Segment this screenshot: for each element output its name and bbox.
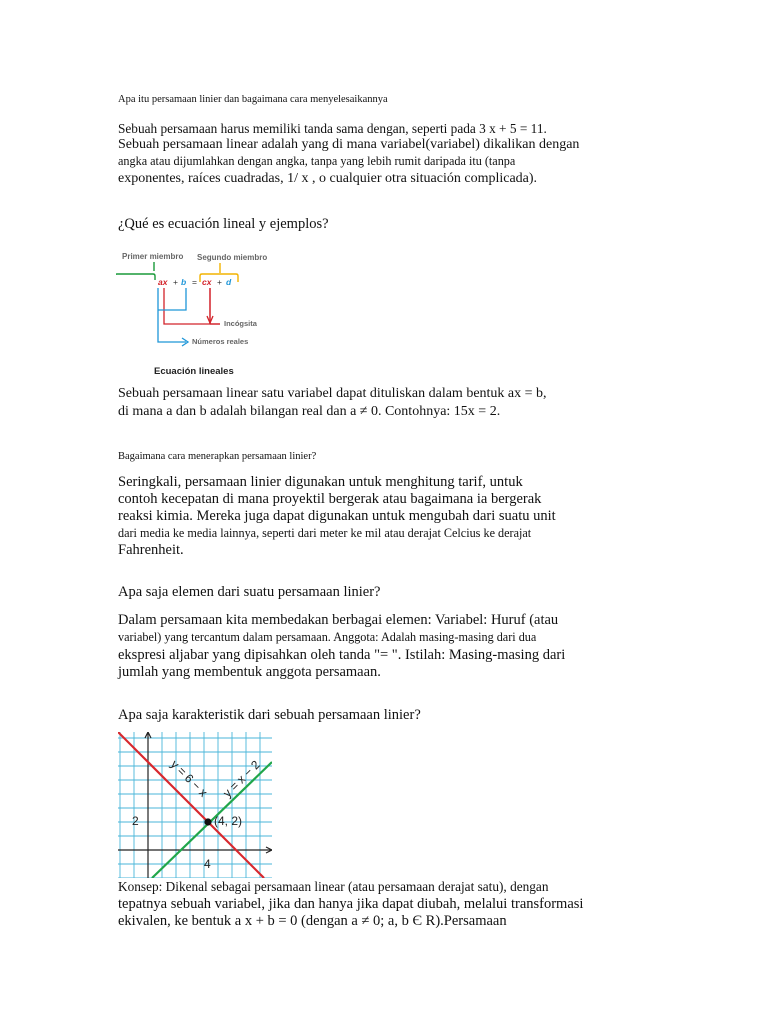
section-heading-ecuacion: ¿Qué es ecuación lineal y ejemplos? [118, 216, 329, 232]
section-heading-elemen: Apa saja elemen dari suatu persamaan linier? [118, 584, 381, 600]
line1-label: y = 6 − x [167, 757, 211, 800]
numeros-reales-label: Números reales [192, 337, 249, 346]
intersection-point [204, 818, 211, 825]
para2-line-1: Seringkali, persamaan linier digunakan untuk menghitung tarif, untuk [118, 474, 523, 490]
term-b: b [181, 277, 187, 287]
intro-line-1: Sebuah persamaan harus memiliki tanda sama dengan, seperti pada 3 x + 5 = 11. [118, 121, 547, 136]
para4-line-2: tepatnya sebuah variabel, jika dan hanya jika dapat diubah, melalui transformasi [118, 896, 584, 912]
y-tick-2: 2 [132, 814, 139, 828]
intro-line-3: angka atau dijumlahkan dengan angka, tanpa yang lebih rumit daripada itu (tanpa [118, 154, 516, 168]
equation-members-diagram [116, 246, 296, 378]
para2-line-3: reaksi kimia. Mereka juga dapat digunakan untuk mengubah dari suatu unit [118, 508, 556, 524]
para3-line-3: ekspresi aljabar yang dipisahkan oleh tanda "= ". Istilah: Masing-masing dari [118, 647, 566, 663]
para2-line-5: Fahrenheit. [118, 542, 184, 558]
para3-line-4: jumlah yang membentuk anggota persamaan. [118, 664, 381, 680]
segundo-miembro-label: Segundo miembro [197, 253, 268, 262]
plus-sign-1: + [173, 277, 178, 287]
term-cx: cx [202, 277, 212, 287]
equals-sign: = [192, 277, 197, 287]
para2-line-4: dari media ke media lainnya, seperti dari meter ke mil atau derajat Celcius ke derajat [118, 526, 532, 540]
primer-miembro-label: Primer miembro [122, 252, 184, 261]
para2-line-2: contoh kecepatan di mana proyektil bergerak atau bagaimana ia bergerak [118, 491, 542, 507]
para4-line-3: ekivalen, ke bentuk a x + b = 0 (dengan a ≠ 0; a, b Є R).Persamaan [118, 913, 507, 929]
title-heading: Apa itu persamaan linier dan bagaimana cara menyelesaikannya [118, 94, 388, 105]
intro-line-2: Sebuah persamaan linear adalah yang di mana variabel(variabel) dikalikan dengan [118, 137, 580, 152]
diagram-caption: Ecuación lineales [154, 366, 234, 377]
numeros-reales-arrow [158, 288, 186, 342]
line-y-x-minus-2 [152, 762, 272, 878]
x-tick-4: 4 [204, 857, 211, 871]
para1-line-2: di mana a dan b adalah bilangan real dan a ≠ 0. Contohnya: 15x = 2. [118, 404, 501, 419]
two-lines-graph [118, 732, 272, 878]
line-y-6-minus-x [118, 732, 264, 878]
para3-line-1: Dalam persamaan kita membedakan berbagai elemen: Variabel: Huruf (atau [118, 612, 559, 628]
section-heading-karakteristik: Apa saja karakteristik dari sebuah persamaan linier? [118, 707, 421, 723]
term-ax: ax [158, 277, 168, 287]
para3-line-2: variabel) yang tercantum dalam persamaan. Anggota: Adalah masing-masing dari dua [118, 630, 537, 644]
para1-line-1: Sebuah persamaan linear satu variabel dapat dituliskan dalam bentuk ax = b, [118, 386, 547, 401]
para4-line-1: Konsep: Dikenal sebagai persamaan linear (atau persamaan derajat satu), dengan [118, 879, 549, 894]
plus-sign-2: + [217, 277, 222, 287]
line2-label: y = x − 2 [220, 757, 263, 801]
intro-line-4: exponentes, raíces cuadradas, 1/ x , o cualquier otra situación complicada). [118, 171, 538, 186]
section-heading-menerapkan: Bagaimana cara menerapkan persamaan linier? [118, 451, 317, 462]
intersection-label: (4, 2) [214, 814, 243, 828]
term-d: d [226, 277, 232, 287]
incognita-label: Incógsita [224, 319, 257, 328]
